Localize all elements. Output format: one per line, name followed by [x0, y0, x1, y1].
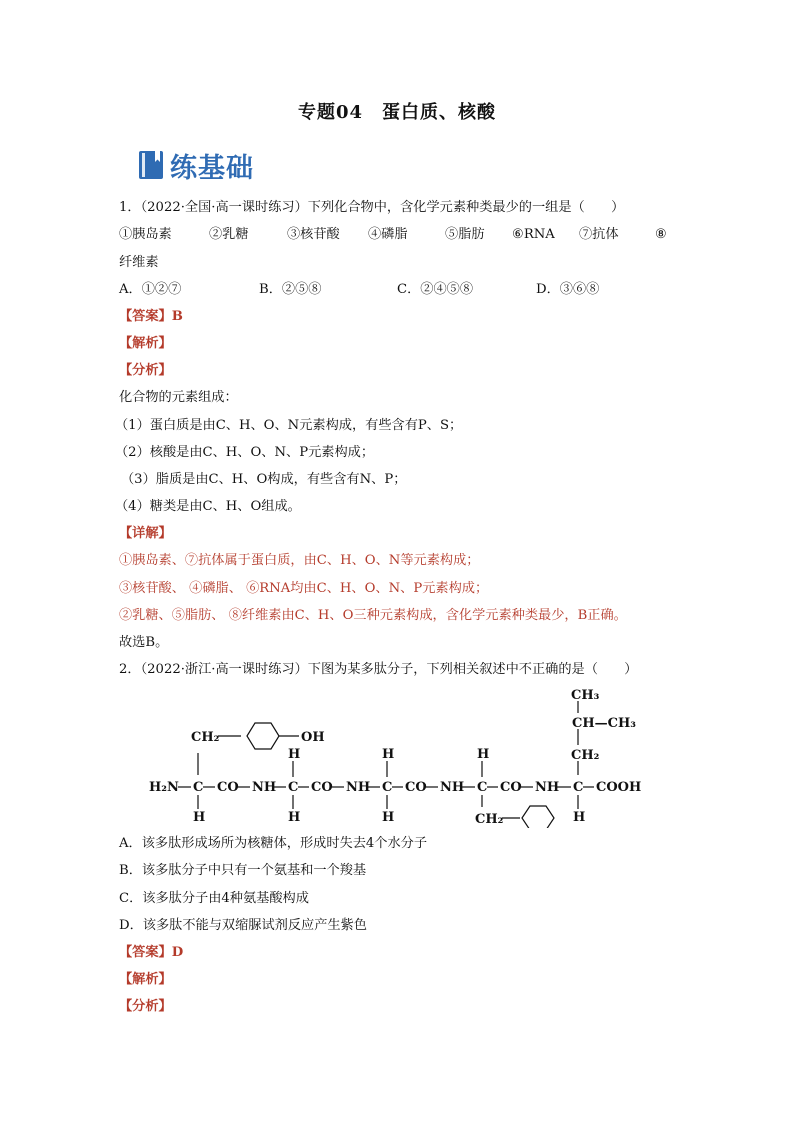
chain-nh-2: NH [346, 780, 371, 795]
tyr-oh: OH [301, 730, 325, 745]
chain-nh-1: NH [252, 780, 277, 795]
q1-point-4: （4）糖类是由C、H、O组成。 [115, 499, 301, 514]
q2-option-b: B．该多肽分子中只有一个氨基和一个羧基 [119, 863, 367, 878]
q1-option-a: A．①②⑦ [119, 282, 182, 297]
q2-option-d: D．该多肽不能与双缩脲试剂反应产生紫色 [119, 918, 367, 933]
chain-nh-3: NH [440, 780, 465, 795]
q1-item-2: ②乳糖 [209, 227, 249, 242]
res5-h-bottom: H [573, 810, 586, 825]
chain-h2n: H₂N [149, 780, 179, 795]
chain-c-1: C [193, 780, 204, 795]
q1-stem: 1．（2022·全国·高一课时练习）下列化合物中，含化学元素种类最少的一组是（ ） [119, 200, 625, 215]
chain-c-2: C [288, 780, 299, 795]
q2-option-c: C．该多肽分子由4种氨基酸构成 [119, 891, 309, 906]
res3-h-top: H [382, 747, 395, 762]
q2-analysis-head: 【解析】 [119, 972, 172, 987]
q1-item-4: ④磷脂 [368, 227, 408, 242]
page-title: 专题04 蛋白质、核酸 [297, 102, 497, 123]
q1-option-b: B．②⑤⑧ [259, 282, 322, 297]
q1-intro: 化合物的元素组成： [119, 390, 238, 405]
chain-cooh: COOH [596, 780, 642, 795]
q1-conclusion: 故选B。 [119, 635, 169, 650]
q1-detail-3: ②乳糖、⑤脂肪、 ⑧纤维素由C、H、O三种元素构成，含化学元素种类最少，B正确。 [119, 608, 627, 623]
chain-nh-4: NH [535, 780, 560, 795]
q1-detail-1: ①胰岛素、⑦抗体属于蛋白质，由C、H、O、N等元素构成； [119, 553, 480, 568]
section-label: 练基础 [170, 152, 254, 184]
q1-option-c: C．②④⑤⑧ [397, 282, 474, 297]
q1-detail-2: ③核苷酸、 ④磷脂、 ⑥RNA均由C、H、O、N、P元素构成； [119, 581, 489, 596]
q1-item-3: ③核苷酸 [287, 227, 340, 242]
q2-option-a: A．该多肽形成场所为核糖体，形成时失去4个水分子 [119, 836, 428, 851]
leu-ch-ch3: CH—CH₃ [572, 716, 636, 731]
section-header [138, 146, 254, 184]
chain-co-1: CO [217, 780, 239, 795]
q1-items [119, 226, 679, 244]
q1-point-3: （3）脂质是由C、H、O构成，有些含有N、P； [121, 472, 407, 487]
leu-ch2: CH₂ [571, 748, 600, 763]
phe-ch2: CH₂ [475, 812, 504, 827]
res2-h-bottom: H [288, 810, 301, 825]
q1-analysis-head: 【解析】 [119, 336, 172, 351]
q1-point-1: （1）蛋白质是由C、H、O、N元素构成，有些含有P、S； [115, 418, 463, 433]
res1-h: H [193, 810, 206, 825]
q1-item-8: ⑧ [655, 227, 667, 242]
res2-h-top: H [288, 747, 301, 762]
chain-c-5: C [573, 780, 584, 795]
q1-item-1: ①胰岛素 [119, 227, 172, 242]
leu-ch3-top: CH₃ [571, 688, 600, 703]
q1-fenxi-head: 【分析】 [119, 363, 172, 378]
q1-item-5: ⑤脂肪 [445, 227, 485, 242]
chain-co-2: CO [311, 780, 333, 795]
q1-item-7: ⑦抗体 [579, 227, 619, 242]
q1-options [119, 281, 679, 299]
chain-co-4: CO [500, 780, 522, 795]
chain-c-4: C [477, 780, 488, 795]
q2-stem: 2．（2022·浙江·高一课时练习）下图为某多肽分子，下列相关叙述中不正确的是（ ） [119, 662, 638, 677]
q2-answer: 【答案】D [119, 945, 184, 960]
q1-point-2: （2）核酸是由C、H、O、N、P元素构成； [115, 445, 375, 460]
q1-item-wrap: 纤维素 [119, 255, 159, 270]
q1-item-6: ⑥RNA [512, 227, 555, 242]
polypeptide-structure-diagram [145, 683, 655, 828]
q1-detail-head: 【详解】 [119, 526, 172, 541]
res3-h-bottom: H [382, 810, 395, 825]
chain-co-3: CO [405, 780, 427, 795]
q1-answer: 【答案】B [119, 309, 183, 324]
res4-h-top: H [477, 747, 490, 762]
tyr-ch2: CH₂ [191, 730, 220, 745]
book-icon [138, 150, 164, 180]
q2-fenxi-head: 【分析】 [119, 999, 172, 1014]
chain-c-3: C [382, 780, 393, 795]
q1-option-d: D．③⑥⑧ [536, 282, 600, 297]
